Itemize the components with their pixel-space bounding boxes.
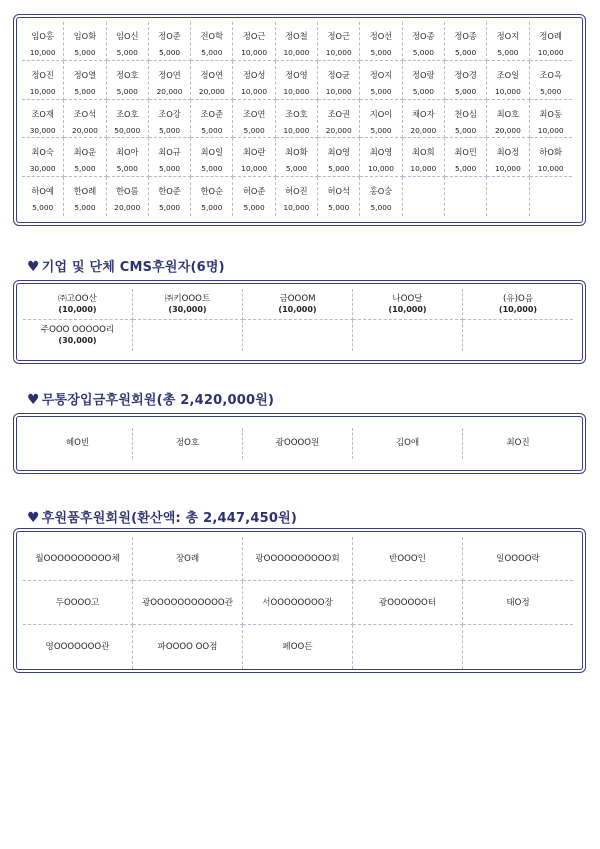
cms-cell bbox=[243, 320, 353, 351]
donor-name: 정O준 bbox=[158, 31, 181, 41]
donor-cell bbox=[276, 100, 318, 139]
donor-amount: 5,000 bbox=[201, 203, 223, 213]
donor-amount: 5,000 bbox=[370, 125, 392, 135]
heart-icon: ♥ bbox=[27, 510, 40, 526]
bank-row bbox=[23, 428, 573, 459]
donor-amount: 5,000 bbox=[540, 86, 562, 96]
donor-cell bbox=[318, 61, 360, 100]
donor-name: 정O연 bbox=[200, 69, 224, 80]
donor-name: 정O례 bbox=[539, 31, 562, 41]
donor-name: 정O근 bbox=[327, 31, 350, 41]
donor-cell bbox=[149, 22, 191, 61]
bank-donor-name: 김O애 bbox=[353, 428, 463, 459]
donor-name: 조O연 bbox=[242, 108, 266, 119]
donor-list-box bbox=[13, 14, 586, 226]
donor-name: 정O선 bbox=[369, 31, 393, 41]
donor-name: 임O신 bbox=[115, 31, 139, 41]
donor-amount: 5,000 bbox=[455, 164, 477, 174]
donor-name: 최O숙 bbox=[31, 147, 54, 158]
cms-cell bbox=[133, 320, 243, 351]
donor-name: 최O희 bbox=[412, 147, 435, 158]
donor-amount: 5,000 bbox=[201, 164, 223, 174]
donor-name: 허O진 bbox=[285, 186, 308, 197]
donor-amount: 10,000 bbox=[283, 203, 310, 213]
cms-name: ㈜고OO산 bbox=[58, 294, 97, 304]
donor-amount: 10,000 bbox=[241, 48, 268, 57]
donor-cell bbox=[64, 100, 106, 139]
donor-cell bbox=[318, 22, 360, 61]
donor-cell bbox=[22, 100, 64, 139]
goods-donor-name: 파OOOO OO점 bbox=[133, 625, 243, 669]
donor-name: 최O동 bbox=[539, 108, 562, 119]
donor-name: 한O순 bbox=[200, 186, 224, 197]
donor-name: 조O호 bbox=[115, 108, 139, 119]
donor-cell bbox=[22, 61, 64, 100]
donor-name: 정O균 bbox=[327, 69, 350, 80]
goods-donor-name: 월OOOOOOOOOO체 bbox=[23, 537, 133, 581]
donor-amount: 5,000 bbox=[455, 86, 477, 96]
donor-cell bbox=[403, 138, 445, 177]
goods-donor-name: 광OOOOOO터 bbox=[353, 581, 463, 625]
donor-name: 최O영 bbox=[327, 147, 350, 158]
donor-cell bbox=[403, 22, 445, 61]
donor-name: 최O영 bbox=[369, 147, 393, 158]
donor-amount: 5,000 bbox=[285, 164, 308, 174]
donor-amount: 5,000 bbox=[412, 48, 434, 57]
donor-cell bbox=[530, 138, 572, 177]
donor-name: 최O민 bbox=[454, 147, 477, 158]
cms-name: ㈜키OOO트 bbox=[164, 294, 211, 304]
donor-cell bbox=[318, 138, 360, 177]
donor-amount: 5,000 bbox=[201, 125, 223, 135]
cms-amount: (30,000) bbox=[58, 336, 97, 345]
goods-grid bbox=[23, 537, 573, 669]
donor-name: 조O호 bbox=[285, 108, 308, 119]
donor-name: 조O석 bbox=[73, 108, 97, 119]
donor-amount: 5,000 bbox=[370, 86, 392, 96]
donor-cell bbox=[530, 22, 572, 61]
donor-name: 전O학 bbox=[200, 31, 224, 41]
cms-grid bbox=[23, 289, 573, 351]
goods-donor-name: 반OOO인 bbox=[353, 537, 463, 581]
cms-section-title: ♥ 기업 및 단체 CMS후원자(6명) bbox=[27, 259, 225, 275]
donor-name: 최O란 bbox=[242, 147, 266, 158]
donor-amount: 10,000 bbox=[283, 48, 310, 57]
donor-amount: 5,000 bbox=[116, 48, 138, 57]
donor-amount: 10,000 bbox=[325, 48, 352, 57]
goods-donor-name: 일OOOO락 bbox=[463, 537, 573, 581]
donor-name: 허O준 bbox=[242, 186, 266, 197]
goods-section-title: ♥ 후원품후원회원(환산액: 총 2,447,450원) bbox=[27, 510, 297, 526]
donor-cell bbox=[530, 61, 572, 100]
goods-donor-name: 서OOOOOOOO장 bbox=[243, 581, 353, 625]
donor-name: 최O운 bbox=[73, 147, 97, 158]
donor-cell bbox=[107, 61, 149, 100]
donor-cell bbox=[107, 177, 149, 216]
donor-amount: 10,000 bbox=[368, 164, 394, 174]
donor-cell bbox=[360, 138, 402, 177]
donor-name: 정O종 bbox=[454, 31, 477, 41]
goods-donor-name: 광OOOOOOOOOOO관 bbox=[133, 581, 243, 625]
donor-name: 조O일 bbox=[496, 69, 520, 80]
cms-cell bbox=[243, 289, 353, 320]
donor-name: 조O강 bbox=[158, 108, 181, 119]
cms-cell bbox=[463, 320, 573, 351]
donor-name: 정O영 bbox=[285, 69, 308, 80]
donor-cell bbox=[22, 177, 64, 216]
donor-cell bbox=[149, 61, 191, 100]
donor-name: 정O경 bbox=[454, 69, 477, 80]
donor-amount: 5,000 bbox=[370, 48, 392, 57]
cms-cell bbox=[353, 320, 463, 351]
donor-amount: 5,000 bbox=[116, 86, 138, 96]
donor-cell bbox=[360, 100, 402, 139]
cms-cell bbox=[463, 289, 573, 320]
goods-donor-name bbox=[463, 625, 573, 669]
donor-name: 최O화 bbox=[285, 147, 308, 158]
goods-donor-box bbox=[13, 528, 586, 673]
donor-name: 최O규 bbox=[158, 147, 181, 158]
donor-amount: 20,000 bbox=[156, 86, 183, 96]
donor-cell bbox=[530, 100, 572, 139]
bank-section-title: ♥ 무통장입금후원회원(총 2,420,000원) bbox=[27, 392, 275, 408]
cms-name: 나OO달 bbox=[392, 294, 423, 304]
cms-name: 금OOOM bbox=[279, 294, 316, 304]
donor-amount: 5,000 bbox=[158, 125, 181, 135]
donor-amount: 10,000 bbox=[537, 48, 564, 57]
donor-amount: 5,000 bbox=[74, 86, 96, 96]
donor-amount: 5,000 bbox=[74, 48, 96, 57]
donor-name: 조O준 bbox=[200, 108, 224, 119]
donor-amount: 20,000 bbox=[72, 125, 98, 135]
donor-amount: 20,000 bbox=[198, 86, 225, 96]
donor-cell bbox=[149, 138, 191, 177]
donor-name: 정O연 bbox=[158, 69, 181, 80]
donor-cell bbox=[445, 61, 487, 100]
donor-amount: 10,000 bbox=[29, 86, 56, 96]
donor-amount: 20,000 bbox=[410, 125, 437, 135]
goods-donor-name bbox=[353, 625, 463, 669]
donor-amount: 5,000 bbox=[455, 125, 477, 135]
bank-donor-name: 정O호 bbox=[133, 428, 243, 459]
donor-cell bbox=[233, 100, 275, 139]
donor-cell bbox=[276, 22, 318, 61]
donor-amount: 10,000 bbox=[325, 86, 352, 96]
donor-amount: 30,000 bbox=[29, 125, 56, 135]
donor-cell bbox=[233, 22, 275, 61]
donor-amount: 10,000 bbox=[494, 164, 521, 174]
donor-cell bbox=[107, 100, 149, 139]
donor-name: 채O자 bbox=[412, 108, 435, 119]
donor-name: 천O심 bbox=[454, 108, 477, 119]
donor-cell bbox=[530, 177, 572, 216]
donor-name: 최O일 bbox=[200, 147, 224, 158]
donor-cell bbox=[191, 138, 233, 177]
donor-name: 지O이 bbox=[369, 108, 393, 119]
donor-amount: 5,000 bbox=[497, 48, 519, 57]
cms-amount: (10,000) bbox=[498, 305, 538, 314]
heart-icon: ♥ bbox=[27, 392, 40, 408]
donor-name: 정O지 bbox=[369, 69, 393, 80]
donor-name: 정O근 bbox=[242, 31, 266, 41]
goods-donor-name: 태O정 bbox=[463, 581, 573, 625]
donor-name: 정O성 bbox=[242, 69, 266, 80]
donor-cell bbox=[276, 138, 318, 177]
goods-donor-name: 영OOOOOOO관 bbox=[23, 625, 133, 669]
donor-amount: 50,000 bbox=[114, 125, 141, 135]
donor-name: 홍O숭 bbox=[369, 186, 393, 197]
donor-amount: 10,000 bbox=[241, 164, 268, 174]
donor-name: 최O아 bbox=[115, 147, 139, 158]
donor-cell bbox=[445, 177, 487, 216]
donor-amount: 10,000 bbox=[537, 125, 564, 135]
donor-amount: 10,000 bbox=[283, 125, 310, 135]
donor-name: 한O름 bbox=[115, 186, 139, 197]
donor-name: 최O호 bbox=[496, 108, 520, 119]
donor-cell bbox=[487, 22, 529, 61]
donor-name: 한O준 bbox=[158, 186, 181, 197]
donor-amount: 5,000 bbox=[158, 48, 181, 57]
donor-name: 정O철 bbox=[285, 31, 308, 41]
donor-amount: 5,000 bbox=[74, 203, 96, 213]
donor-name: 최O정 bbox=[496, 147, 520, 158]
donor-name: 한O례 bbox=[73, 186, 97, 197]
donor-cell bbox=[149, 177, 191, 216]
donor-name: 조O재 bbox=[31, 108, 54, 119]
donor-cell bbox=[191, 177, 233, 216]
donor-cell bbox=[64, 61, 106, 100]
donor-cell bbox=[487, 61, 529, 100]
donor-cell bbox=[22, 138, 64, 177]
donor-cell bbox=[318, 177, 360, 216]
donor-amount: 20,000 bbox=[494, 125, 521, 135]
goods-donor-name: 장O례 bbox=[133, 537, 243, 581]
donor-cell bbox=[403, 100, 445, 139]
donor-name: 허O석 bbox=[327, 186, 350, 197]
donor-cell bbox=[276, 61, 318, 100]
donor-name: 정O랑 bbox=[412, 69, 435, 80]
donor-amount: 5,000 bbox=[243, 203, 265, 213]
donor-amount: 10,000 bbox=[537, 164, 564, 174]
bank-donor-name: 혜O빈 bbox=[23, 428, 133, 459]
donor-cell bbox=[360, 177, 402, 216]
donor-cell bbox=[191, 22, 233, 61]
donor-cell bbox=[107, 138, 149, 177]
cms-cell bbox=[23, 320, 133, 351]
donor-amount: 10,000 bbox=[241, 86, 268, 96]
cms-name: (유)O음 bbox=[502, 294, 534, 304]
donor-cell bbox=[403, 61, 445, 100]
cms-name: 주OOO OOOOO리 bbox=[40, 325, 115, 335]
donor-cell bbox=[360, 22, 402, 61]
donor-cell bbox=[487, 138, 529, 177]
cms-amount: (10,000) bbox=[58, 305, 97, 314]
donor-cell bbox=[233, 177, 275, 216]
donor-cell bbox=[107, 22, 149, 61]
donor-cell bbox=[64, 138, 106, 177]
cms-cell bbox=[353, 289, 463, 320]
donor-cell bbox=[403, 177, 445, 216]
donor-name: 정O지 bbox=[496, 31, 520, 41]
donor-amount: 10,000 bbox=[494, 86, 521, 96]
cms-cell bbox=[133, 289, 243, 320]
donor-name: 정O종 bbox=[412, 31, 435, 41]
donor-name: 하O예 bbox=[31, 186, 54, 197]
donor-name: 정O열 bbox=[73, 69, 97, 80]
goods-donor-name: 광OOOOOOOOOO회 bbox=[243, 537, 353, 581]
donor-cell bbox=[445, 100, 487, 139]
donor-amount: 5,000 bbox=[116, 164, 138, 174]
donor-amount: 20,000 bbox=[114, 203, 141, 213]
donor-amount: 5,000 bbox=[455, 48, 477, 57]
donor-amount: 10,000 bbox=[283, 86, 310, 96]
goods-donor-name: 페OO든 bbox=[243, 625, 353, 669]
donor-cell bbox=[64, 22, 106, 61]
donor-cell bbox=[360, 61, 402, 100]
donor-cell bbox=[233, 138, 275, 177]
donor-name: 조O권 bbox=[327, 108, 350, 119]
donor-name: 하O화 bbox=[539, 147, 562, 158]
donor-amount: 10,000 bbox=[410, 164, 437, 174]
donor-name: 정O진 bbox=[31, 69, 54, 80]
donor-cell bbox=[318, 100, 360, 139]
donor-name: 조O옥 bbox=[539, 69, 562, 80]
donor-cell bbox=[22, 22, 64, 61]
donor-cell bbox=[445, 22, 487, 61]
donor-amount: 5,000 bbox=[328, 203, 350, 213]
donor-cell bbox=[487, 100, 529, 139]
donor-name: 정O호 bbox=[115, 69, 139, 80]
donor-amount: 5,000 bbox=[158, 164, 181, 174]
bank-donor-box bbox=[13, 413, 586, 474]
donor-amount: 5,000 bbox=[328, 164, 350, 174]
donor-cell bbox=[445, 138, 487, 177]
heart-icon: ♥ bbox=[27, 259, 40, 275]
donor-cell bbox=[191, 61, 233, 100]
donor-amount: 5,000 bbox=[412, 86, 434, 96]
donor-cell bbox=[64, 177, 106, 216]
bank-donor-name: 최O진 bbox=[506, 438, 530, 448]
donor-cell bbox=[191, 100, 233, 139]
donor-amount: 10,000 bbox=[29, 48, 56, 57]
donor-amount: 5,000 bbox=[158, 203, 181, 213]
donor-cell bbox=[276, 177, 318, 216]
cms-donor-box bbox=[13, 280, 586, 364]
bank-donor-name: 광OOOO원 bbox=[243, 428, 353, 459]
donor-amount: 30,000 bbox=[29, 164, 56, 174]
donor-amount: 5,000 bbox=[32, 203, 54, 213]
donor-amount: 5,000 bbox=[243, 125, 265, 135]
donor-cell bbox=[149, 100, 191, 139]
donor-amount: 5,000 bbox=[74, 164, 96, 174]
donor-name: 임O홍 bbox=[31, 31, 54, 41]
goods-donor-name: 두OOOO고 bbox=[23, 581, 133, 625]
donor-grid bbox=[22, 22, 572, 216]
donor-amount: 5,000 bbox=[201, 48, 223, 57]
donor-cell bbox=[487, 177, 529, 216]
donor-cell bbox=[233, 61, 275, 100]
donor-amount: 20,000 bbox=[325, 125, 352, 135]
cms-amount: (10,000) bbox=[278, 305, 317, 314]
cms-amount: (30,000) bbox=[168, 305, 207, 314]
cms-cell bbox=[23, 289, 133, 320]
donor-name: 임O화 bbox=[73, 31, 97, 41]
cms-amount: (10,000) bbox=[388, 305, 427, 314]
donor-amount: 5,000 bbox=[370, 203, 392, 213]
